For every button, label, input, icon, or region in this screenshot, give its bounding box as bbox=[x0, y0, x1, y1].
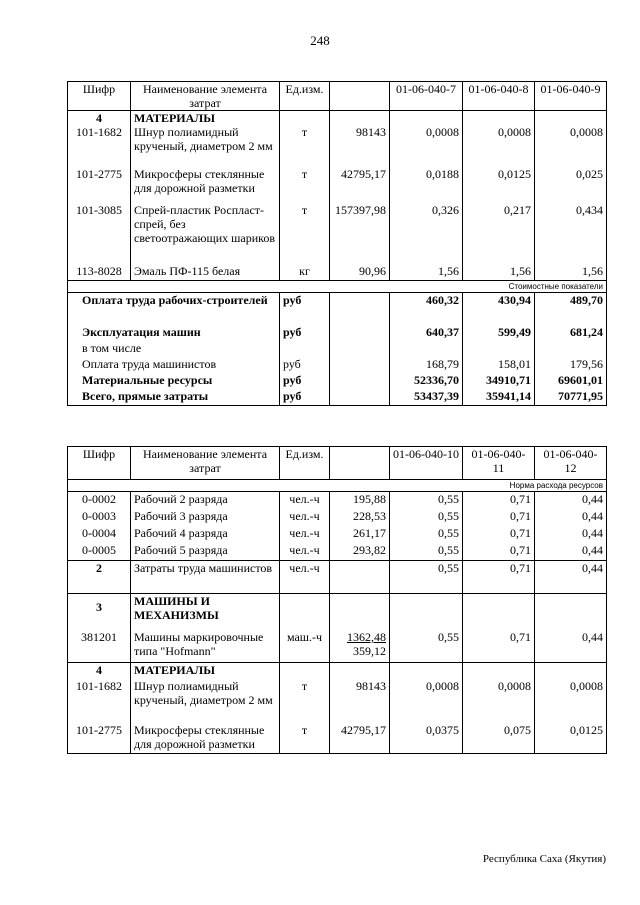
row-value-3: 489,70 bbox=[535, 293, 607, 326]
row-value-2: 0,0008 bbox=[463, 679, 535, 723]
table-header-row bbox=[68, 447, 607, 480]
row-unit: т bbox=[280, 679, 330, 723]
footer-region: Республика Саха (Якутия) bbox=[482, 853, 606, 865]
row-value-2: 35941,14 bbox=[463, 389, 535, 406]
table-row bbox=[68, 492, 607, 510]
row-value-3: 0,0008 bbox=[535, 125, 607, 167]
col-header-3: 01-06-040-9 bbox=[535, 82, 607, 111]
row-name: Эксплуатация машин bbox=[68, 325, 280, 341]
row-name: Шнур полиамидный крученый, диаметром 2 мм bbox=[131, 125, 280, 167]
row-value-1: 0,0188 bbox=[390, 167, 463, 203]
row-price: 157397,98 bbox=[330, 203, 390, 264]
resource-table-1 bbox=[67, 81, 607, 406]
table-row bbox=[68, 630, 607, 663]
row-value-3: 70771,95 bbox=[535, 389, 607, 406]
row-name: Спрей-пластик Роспласт-спрей, без светоотражающих шариков bbox=[131, 203, 280, 264]
row-unit: чел.-ч bbox=[280, 526, 330, 543]
row-value-1: 0,55 bbox=[390, 492, 463, 510]
row-unit: маш.-ч bbox=[280, 630, 330, 663]
table-row bbox=[68, 723, 607, 754]
row-value-1: 0,55 bbox=[390, 561, 463, 594]
row-price: 195,88 bbox=[330, 492, 390, 510]
resource-norm-bar bbox=[68, 480, 607, 492]
col-header-price bbox=[330, 82, 390, 111]
col-header-code: Шифр bbox=[68, 447, 131, 480]
row-unit: руб bbox=[280, 293, 330, 326]
row-value-2: 0,71 bbox=[463, 526, 535, 543]
col-header-2: 01-06-040-8 bbox=[463, 82, 535, 111]
row-value-3: 0,44 bbox=[535, 561, 607, 594]
row-value-3: 0,44 bbox=[535, 543, 607, 561]
col-header-unit: Ед.изм. bbox=[280, 447, 330, 480]
row-value-3: 1,56 bbox=[535, 264, 607, 281]
col-header-3: 01-06-040-12 bbox=[535, 447, 607, 480]
col-header-1: 01-06-040-10 bbox=[390, 447, 463, 480]
row-value-3: 0,025 bbox=[535, 167, 607, 203]
row-value-3: 0,44 bbox=[535, 509, 607, 526]
row-price-main: 1362,48 bbox=[347, 630, 386, 644]
section-row bbox=[68, 663, 607, 680]
section-row bbox=[68, 594, 607, 631]
col-header-price bbox=[330, 447, 390, 480]
col-header-code: Шифр bbox=[68, 82, 131, 111]
row-price: 42795,17 bbox=[330, 723, 390, 754]
row-code: 101-1682 bbox=[68, 125, 131, 167]
row-name: Рабочий 5 разряда bbox=[131, 543, 280, 561]
row-value-2: 430,94 bbox=[463, 293, 535, 326]
col-header-name: Наименование элемента затрат bbox=[131, 82, 280, 111]
row-unit: кг bbox=[280, 264, 330, 281]
row-unit: т bbox=[280, 723, 330, 754]
row-code: 0-0005 bbox=[68, 543, 131, 561]
row-unit: руб bbox=[280, 373, 330, 389]
section-code: 4 bbox=[68, 111, 131, 126]
row-value-2: 0,217 bbox=[463, 203, 535, 264]
row-value-2: 0,71 bbox=[463, 492, 535, 510]
section-row bbox=[68, 561, 607, 594]
row-code: 381201 bbox=[68, 630, 131, 663]
table-row bbox=[68, 325, 607, 341]
row-value-2: 599,49 bbox=[463, 325, 535, 341]
section-title: МАТЕРИАЛЫ bbox=[131, 663, 280, 680]
section-code: 2 bbox=[68, 561, 131, 594]
row-price: 42795,17 bbox=[330, 167, 390, 203]
row-value-2: 158,01 bbox=[463, 357, 535, 373]
row-name: в том числе bbox=[68, 341, 280, 357]
resource-table-2 bbox=[67, 446, 607, 754]
section-title: Затраты труда машинистов bbox=[131, 561, 280, 594]
row-value-1: 0,0375 bbox=[390, 723, 463, 754]
row-code: 0-0002 bbox=[68, 492, 131, 510]
col-header-1: 01-06-040-7 bbox=[390, 82, 463, 111]
row-value-2: 0,075 bbox=[463, 723, 535, 754]
row-value-3: 0,44 bbox=[535, 526, 607, 543]
row-price: 98143 bbox=[330, 125, 390, 167]
row-value-3: 0,44 bbox=[535, 492, 607, 510]
col-header-name: Наименование элемента затрат bbox=[131, 447, 280, 480]
row-unit: т bbox=[280, 203, 330, 264]
section-title: МАТЕРИАЛЫ bbox=[131, 111, 280, 126]
row-value-3: 681,24 bbox=[535, 325, 607, 341]
table-row bbox=[68, 167, 607, 203]
row-price: 261,17 bbox=[330, 526, 390, 543]
row-code: 0-0004 bbox=[68, 526, 131, 543]
row-value-2: 0,71 bbox=[463, 561, 535, 594]
row-value-3: 0,0008 bbox=[535, 679, 607, 723]
table-row bbox=[68, 543, 607, 561]
row-value-1: 0,55 bbox=[390, 526, 463, 543]
section-code: 3 bbox=[68, 594, 131, 631]
row-value-1: 640,37 bbox=[390, 325, 463, 341]
row-unit: руб bbox=[280, 357, 330, 373]
row-value-2: 1,56 bbox=[463, 264, 535, 281]
row-value-1: 0,55 bbox=[390, 543, 463, 561]
row-code: 101-3085 bbox=[68, 203, 131, 264]
row-price: 90,96 bbox=[330, 264, 390, 281]
row-value-2: 0,0125 bbox=[463, 167, 535, 203]
row-value-2: 0,71 bbox=[463, 630, 535, 663]
table-row bbox=[68, 125, 607, 167]
row-value-3: 179,56 bbox=[535, 357, 607, 373]
row-value-1: 168,79 bbox=[390, 357, 463, 373]
resource-norm-label: Норма расхода ресурсов bbox=[68, 480, 607, 492]
row-name: Микросферы стеклянные для дорожной разметки bbox=[131, 723, 280, 754]
row-unit: т bbox=[280, 125, 330, 167]
section-code: 4 bbox=[68, 663, 131, 680]
row-value-1: 460,32 bbox=[390, 293, 463, 326]
row-value-1: 0,0008 bbox=[390, 679, 463, 723]
row-unit: чел.-ч bbox=[280, 561, 330, 594]
row-value-1: 0,55 bbox=[390, 509, 463, 526]
row-value-3: 0,44 bbox=[535, 630, 607, 663]
row-code: 101-2775 bbox=[68, 723, 131, 754]
row-name: Всего, прямые затраты bbox=[68, 389, 280, 406]
row-value-1: 0,55 bbox=[390, 630, 463, 663]
row-name: Оплата труда машинистов bbox=[68, 357, 280, 373]
table-row bbox=[68, 357, 607, 373]
section-title: МАШИНЫ И МЕХАНИЗМЫ bbox=[131, 594, 280, 631]
col-header-unit: Ед.изм. bbox=[280, 82, 330, 111]
row-value-2: 0,71 bbox=[463, 543, 535, 561]
section-row bbox=[68, 111, 607, 126]
row-unit: чел.-ч bbox=[280, 492, 330, 510]
row-value-1: 0,326 bbox=[390, 203, 463, 264]
row-unit: т bbox=[280, 167, 330, 203]
row-name: Рабочий 2 разряда bbox=[131, 492, 280, 510]
row-name: Микросферы стеклянные для дорожной разметки bbox=[131, 167, 280, 203]
page-number: 248 bbox=[310, 33, 330, 48]
table-row bbox=[68, 293, 607, 326]
row-price: 293,82 bbox=[330, 543, 390, 561]
row-unit: руб bbox=[280, 325, 330, 341]
table-header-row bbox=[68, 82, 607, 111]
row-value-2: 34910,71 bbox=[463, 373, 535, 389]
table-row bbox=[68, 264, 607, 281]
row-name: Оплата труда рабочих-строителей bbox=[68, 293, 280, 326]
row-name: Эмаль ПФ-115 белая bbox=[131, 264, 280, 281]
table-row bbox=[68, 509, 607, 526]
row-price-operator: 359,12 bbox=[353, 644, 386, 658]
row-value-1: 1,56 bbox=[390, 264, 463, 281]
row-value-2: 0,71 bbox=[463, 509, 535, 526]
row-value-1: 0,0008 bbox=[390, 125, 463, 167]
row-name: Рабочий 4 разряда bbox=[131, 526, 280, 543]
row-price: 98143 bbox=[330, 679, 390, 723]
table-row bbox=[68, 373, 607, 389]
table-row bbox=[68, 341, 607, 357]
cost-indicators-bar bbox=[68, 281, 607, 293]
row-value-1: 52336,70 bbox=[390, 373, 463, 389]
row-unit: чел.-ч bbox=[280, 543, 330, 561]
row-code: 113-8028 bbox=[68, 264, 131, 281]
row-unit: руб bbox=[280, 389, 330, 406]
table-row bbox=[68, 526, 607, 543]
table-row bbox=[68, 203, 607, 264]
row-code: 101-1682 bbox=[68, 679, 131, 723]
row-value-2: 0,0008 bbox=[463, 125, 535, 167]
row-price: 228,53 bbox=[330, 509, 390, 526]
row-code: 0-0003 bbox=[68, 509, 131, 526]
row-name: Рабочий 3 разряда bbox=[131, 509, 280, 526]
row-price bbox=[330, 630, 390, 663]
row-value-1: 53437,39 bbox=[390, 389, 463, 406]
table-row bbox=[68, 679, 607, 723]
row-value-3: 69601,01 bbox=[535, 373, 607, 389]
table-row bbox=[68, 389, 607, 406]
row-name: Шнур полиамидный крученый, диаметром 2 мм bbox=[131, 679, 280, 723]
cost-indicators-label: Стоимостные показатели bbox=[68, 281, 607, 293]
row-unit: чел.-ч bbox=[280, 509, 330, 526]
col-header-2: 01-06-040-11 bbox=[463, 447, 535, 480]
row-name: Машины маркировочные типа "Hofmann" bbox=[131, 630, 280, 663]
row-value-3: 0,0125 bbox=[535, 723, 607, 754]
row-code: 101-2775 bbox=[68, 167, 131, 203]
row-value-3: 0,434 bbox=[535, 203, 607, 264]
row-name: Материальные ресурсы bbox=[68, 373, 280, 389]
